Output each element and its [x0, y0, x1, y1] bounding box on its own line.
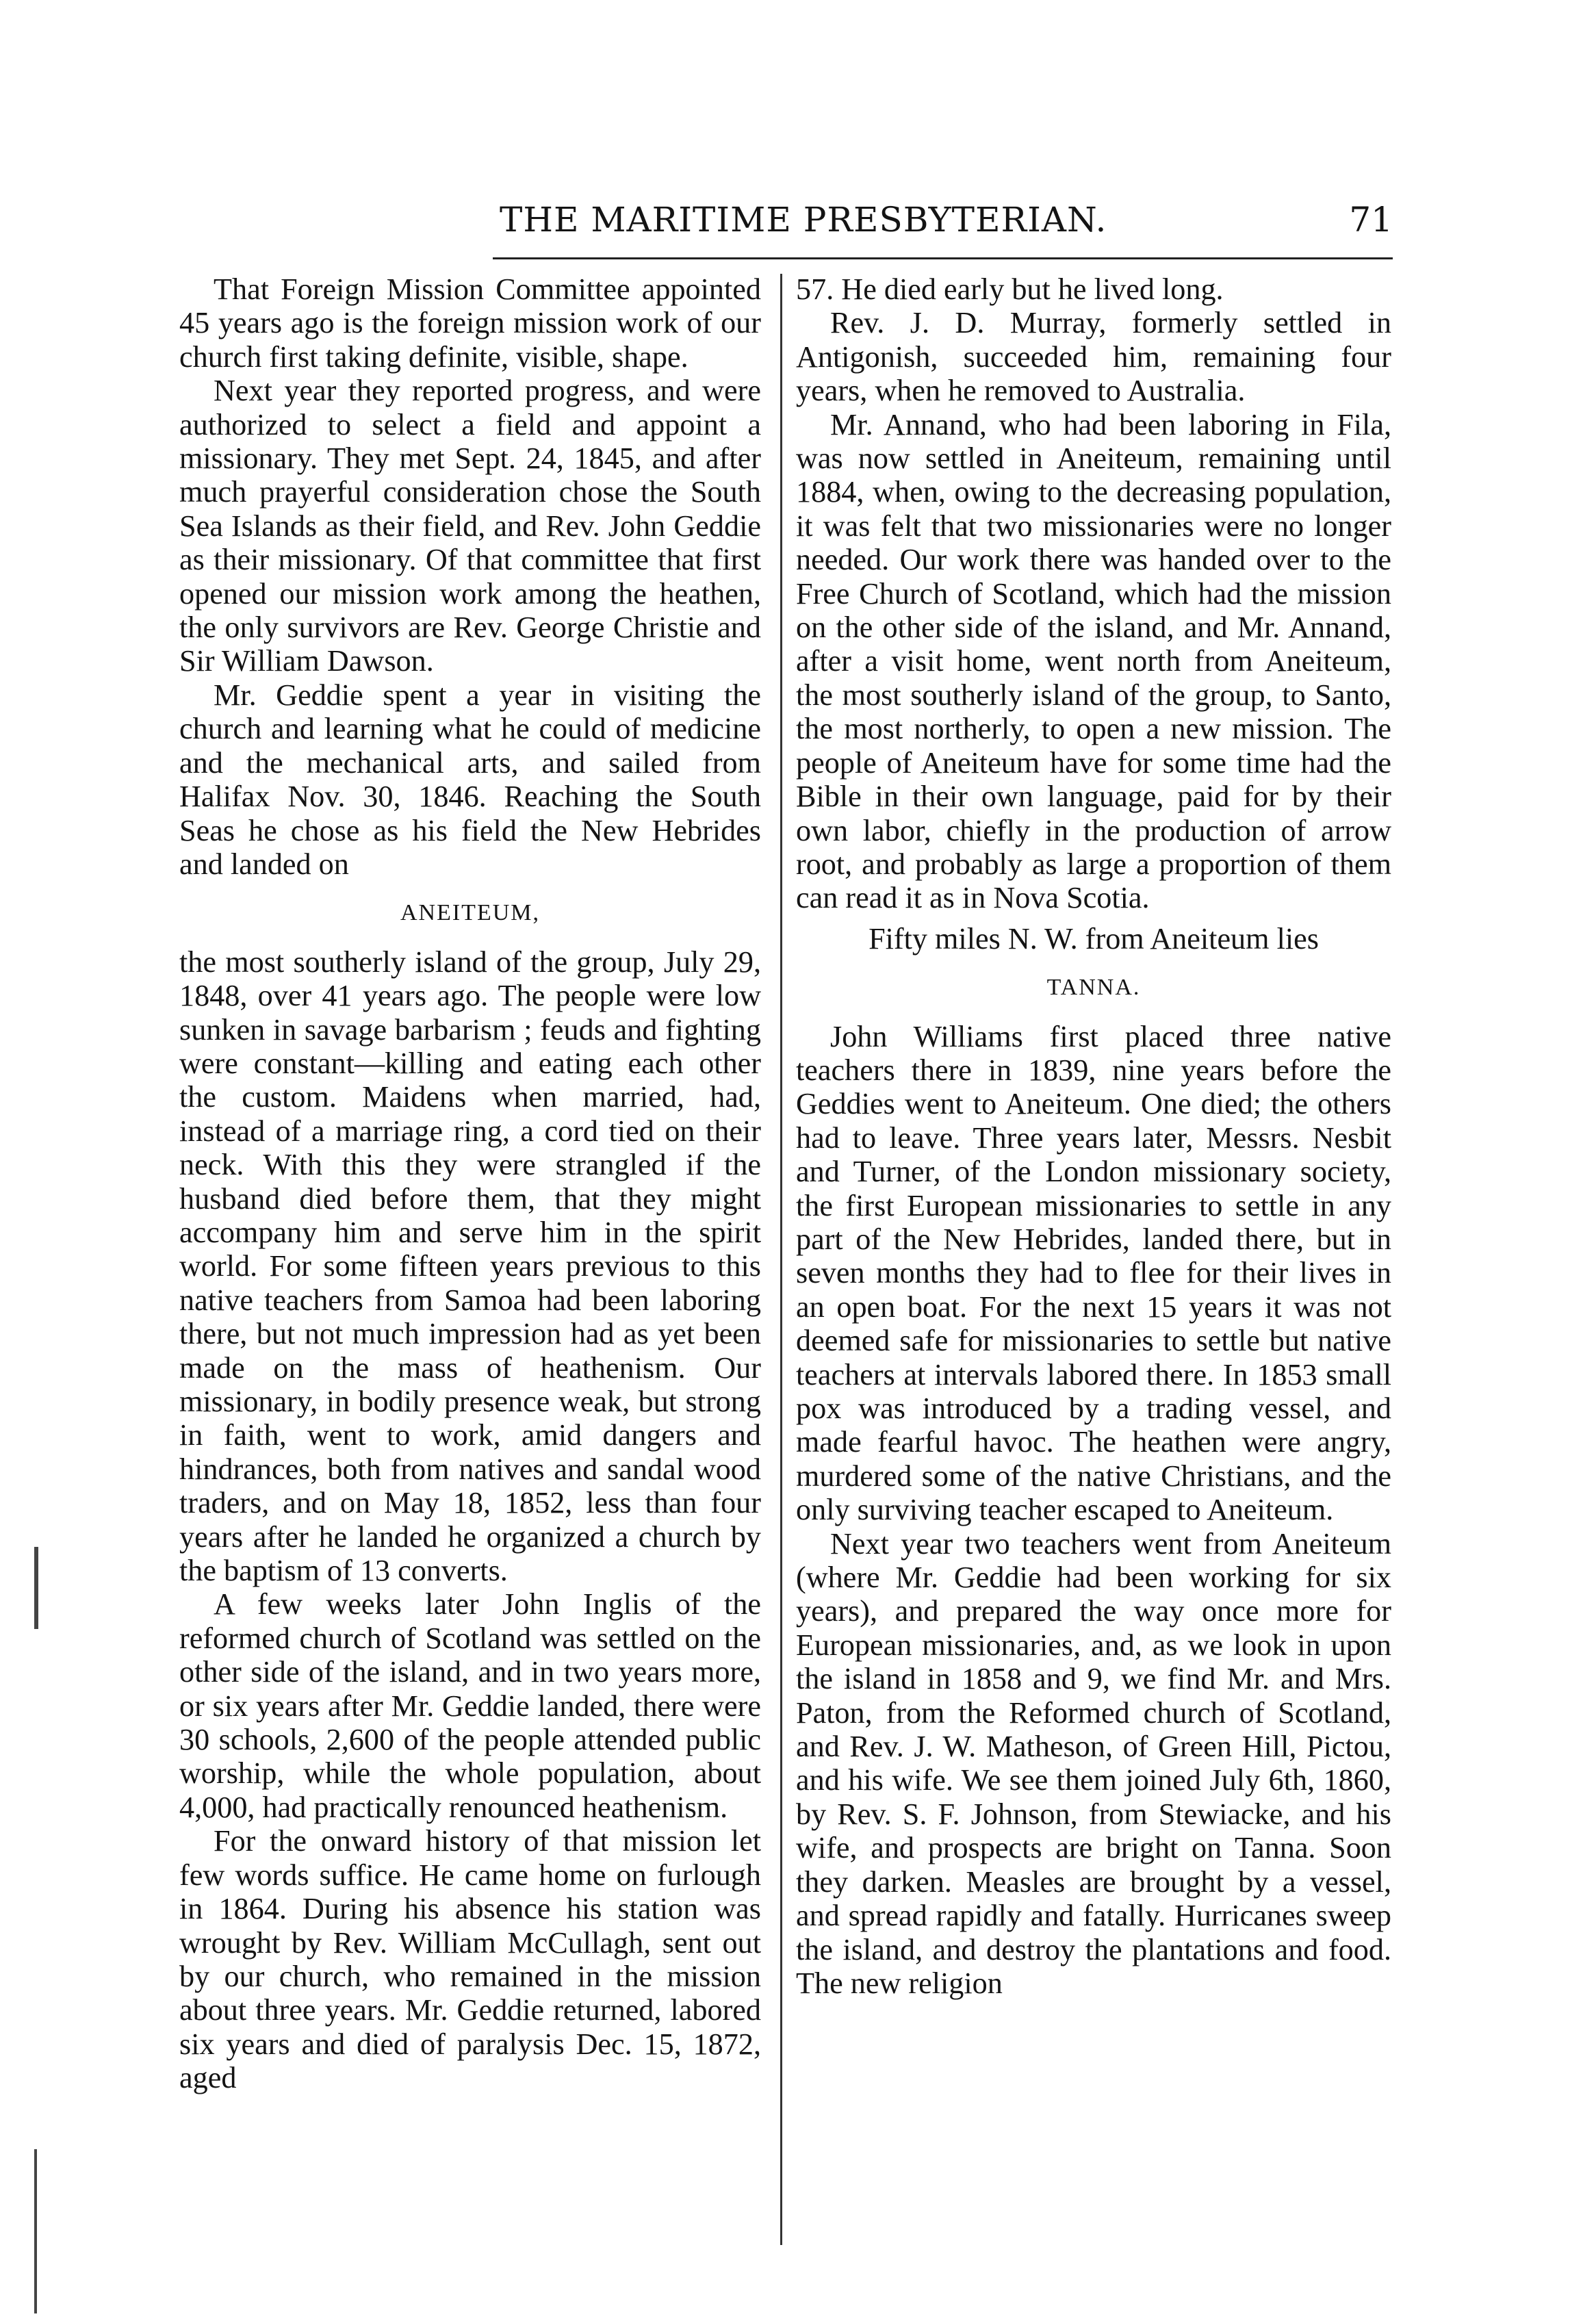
- paragraph: Rev. J. D. Murray, formerly settled in Antigonish, succeeded him, remaining four years, when he removed to Australia.: [796, 306, 1391, 408]
- paragraph: Fifty miles N. W. from Aneiteum lies: [868, 921, 1319, 956]
- paragraph: Next year two teachers went from Aneiteum (where Mr. Geddie had been working for six years), and prepared the way once more for European missionaries, and, as we look in upon the island in 1858 and 9, we find Mr. and Mrs. Paton, from the Reformed church of Scotland, and Rev. J. W. Matheson, of Green Hill, Pictou, and his wife. We see them joined July 6th, 1860, by Rev. S. F. Johnson, from Stewiacke, and his wife, and prospects are bright on Tanna. Soon they darken. Measles are brought by a vessel, and spread rapidly and fatally. Hurricanes sweep the island, and destroy the plantations and food. The new religion: [796, 1526, 1391, 2000]
- margin-mark: [34, 1547, 38, 1629]
- paragraph: That Foreign Mission Committee appointed 45 years ago is the foreign mission work of our church first taking definite, visible, shape.: [179, 272, 761, 374]
- section-subheading-tanna: TANNA.: [1046, 975, 1141, 1001]
- page-number: 71: [1349, 200, 1393, 240]
- paragraph: Mr. Geddie spent a year in visiting the church and learning what he could of medicine and the mechanical arts, and sailed from Halifax Nov. 30, 1846. Reaching the South Seas he chose as his field the New Hebrides and landed on: [179, 678, 761, 881]
- header-rule: [493, 257, 1393, 259]
- paragraph: A few weeks later John Inglis of the reformed church of Scotland was settled on the other side of the island, and in two years more, or six years after Mr. Geddie landed, there were 30 schools, 2,600 of the people attended public worship, while the whole population, about 4,000, had practically renounced heathenism.: [179, 1587, 761, 1824]
- paragraph: the most southerly island of the group, July 29, 1848, over 41 years ago. The people were low sunken in savage barbarism ; feuds and fighting were constant—killing and eating each other the custom. Maidens when married, had, instead of a marriage ring, a cord tied on their neck. With this they were strangled if the husband died before them, that they might accompany him and serve him in the spirit world. For some fifteen years previous to this native teachers from Samoa had been laboring there, but not much impression had as yet been made on the mass of heathenism. Our missionary, in bodily presence weak, but strong in faith, went to work, amid dangers and hindrances, both from natives and sandal wood traders, and on May 18, 1852, less than four years after he landed he organized a church by the baptism of 13 converts.: [179, 945, 761, 1588]
- left-column: [179, 272, 761, 2095]
- margin-mark: [34, 2149, 37, 2313]
- section-subheading-aneiteum: ANEITEUM,: [400, 900, 541, 926]
- column-divider: [780, 274, 782, 2245]
- paragraph: For the onward history of that mission let few words suffice. He came home on furlough in 1864. During his absence his station was wrought by Rev. William McCullagh, sent out by our church, who remained in the mission about three years. Mr. Geddie returned, labored six years and died of paralysis Dec. 15, 1872, aged: [179, 1824, 761, 2095]
- paragraph: John Williams first placed three native teachers there in 1839, nine years before the Geddies went to Aneiteum. One died; the others had to leave. Three years later, Messrs. Nesbit and Turner, of the London missionary society, the first European missionaries to settle in any part of the New Hebrides, landed there, but in seven months they had to flee for their lives in an open boat. For the next 15 years it was not deemed safe for missionaries to settle but native teachers at intervals labored there. In 1853 small pox was introduced by a trading vessel, and made fearful havoc. The heathen were angry, murdered some of the native Christians, and the only surviving teacher escaped to Aneiteum.: [796, 1019, 1391, 1527]
- paragraph: Next year they reported progress, and were authorized to select a field and appoint a missionary. They met Sept. 24, 1845, and after much prayerful consideration chose the South Sea Islands as their field, and Rev. John Geddie as their missionary. Of that committee that first opened our mission work among the heathen, the only survivors are Rev. George Christie and Sir William Dawson.: [179, 374, 761, 678]
- page-header: [438, 200, 1393, 255]
- publication-title: THE MARITIME PRESBYTERIAN.: [500, 200, 1107, 240]
- paragraph: 57. He died early but he lived long.: [796, 272, 1224, 306]
- paragraph: Mr. Annand, who had been laboring in Fila, was now settled in Aneiteum, remaining until 1884, when, owing to the decreasing population, it was felt that two missionaries were no longer needed. Our work there was handed over to the Free Church of Scotland, which had the mission on the other side of the island, and Mr. Annand, after a visit home, went north from Aneiteum, the most southerly island of the group, to Santo, the most northerly, to open a new mission. The people of Aneiteum have for some time had the Bible in their own language, paid for by their own labor, chiefly in the production of arrow root, and probably as large a proportion of them can read it as in Nova Scotia.: [796, 407, 1391, 915]
- right-column: [796, 272, 1391, 2000]
